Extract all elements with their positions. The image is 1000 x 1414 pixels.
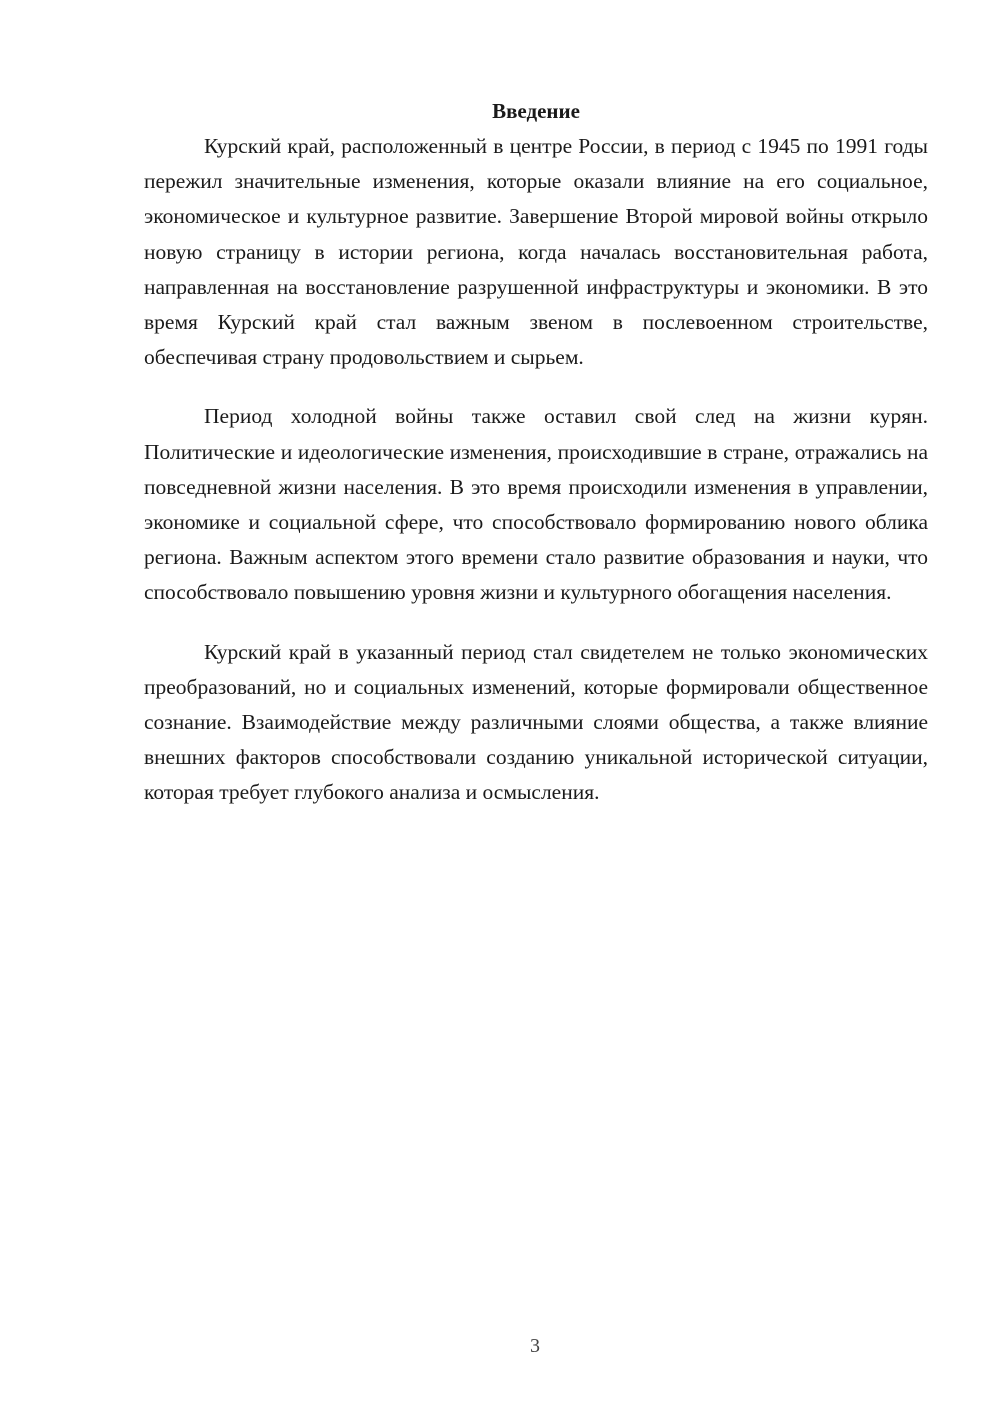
paragraph-1: Курский край, расположенный в центре России, в период с 1945 по 1991 годы пережил значительные изменения, которые оказали влияние на его социальное, экономическое и культурное развитие. Завершение Второй мировой войны открыло новую страницу в истории региона, когда началась восстановительная работа, направленная на восстановление разрушенной инфраструктуры и экономики. В это время Курский край стал важным звеном в послевоенном строительстве, обеспечивая страну продовольствием и сырьем. xyxy=(144,134,928,370)
page-content xyxy=(144,94,928,835)
page-number: 3 xyxy=(530,1335,540,1357)
section-heading: Введение xyxy=(492,99,580,123)
paragraph-2: Период холодной войны также оставил свой след на жизни курян. Политические и идеологические изменения, происходившие в стране, отражались на повседневной жизни населения. В это время происходили изменения в управлении, экономике и социальной сфере, что способствовало формированию нового облика региона. Важным аспектом этого времени стало развитие образования и науки, что способствовало повышению уровня жизни и культурного обогащения населения. xyxy=(144,404,928,605)
paragraph-3: Курский край в указанный период стал свидетелем не только экономических преобразований, но и социальных изменений, которые формировали общественное сознание. Взаимодействие между различными слоями общества, а также влияние внешних факторов способствовали созданию уникальной исторической ситуации, которая требует глубокого анализа и осмысления. xyxy=(144,639,928,805)
